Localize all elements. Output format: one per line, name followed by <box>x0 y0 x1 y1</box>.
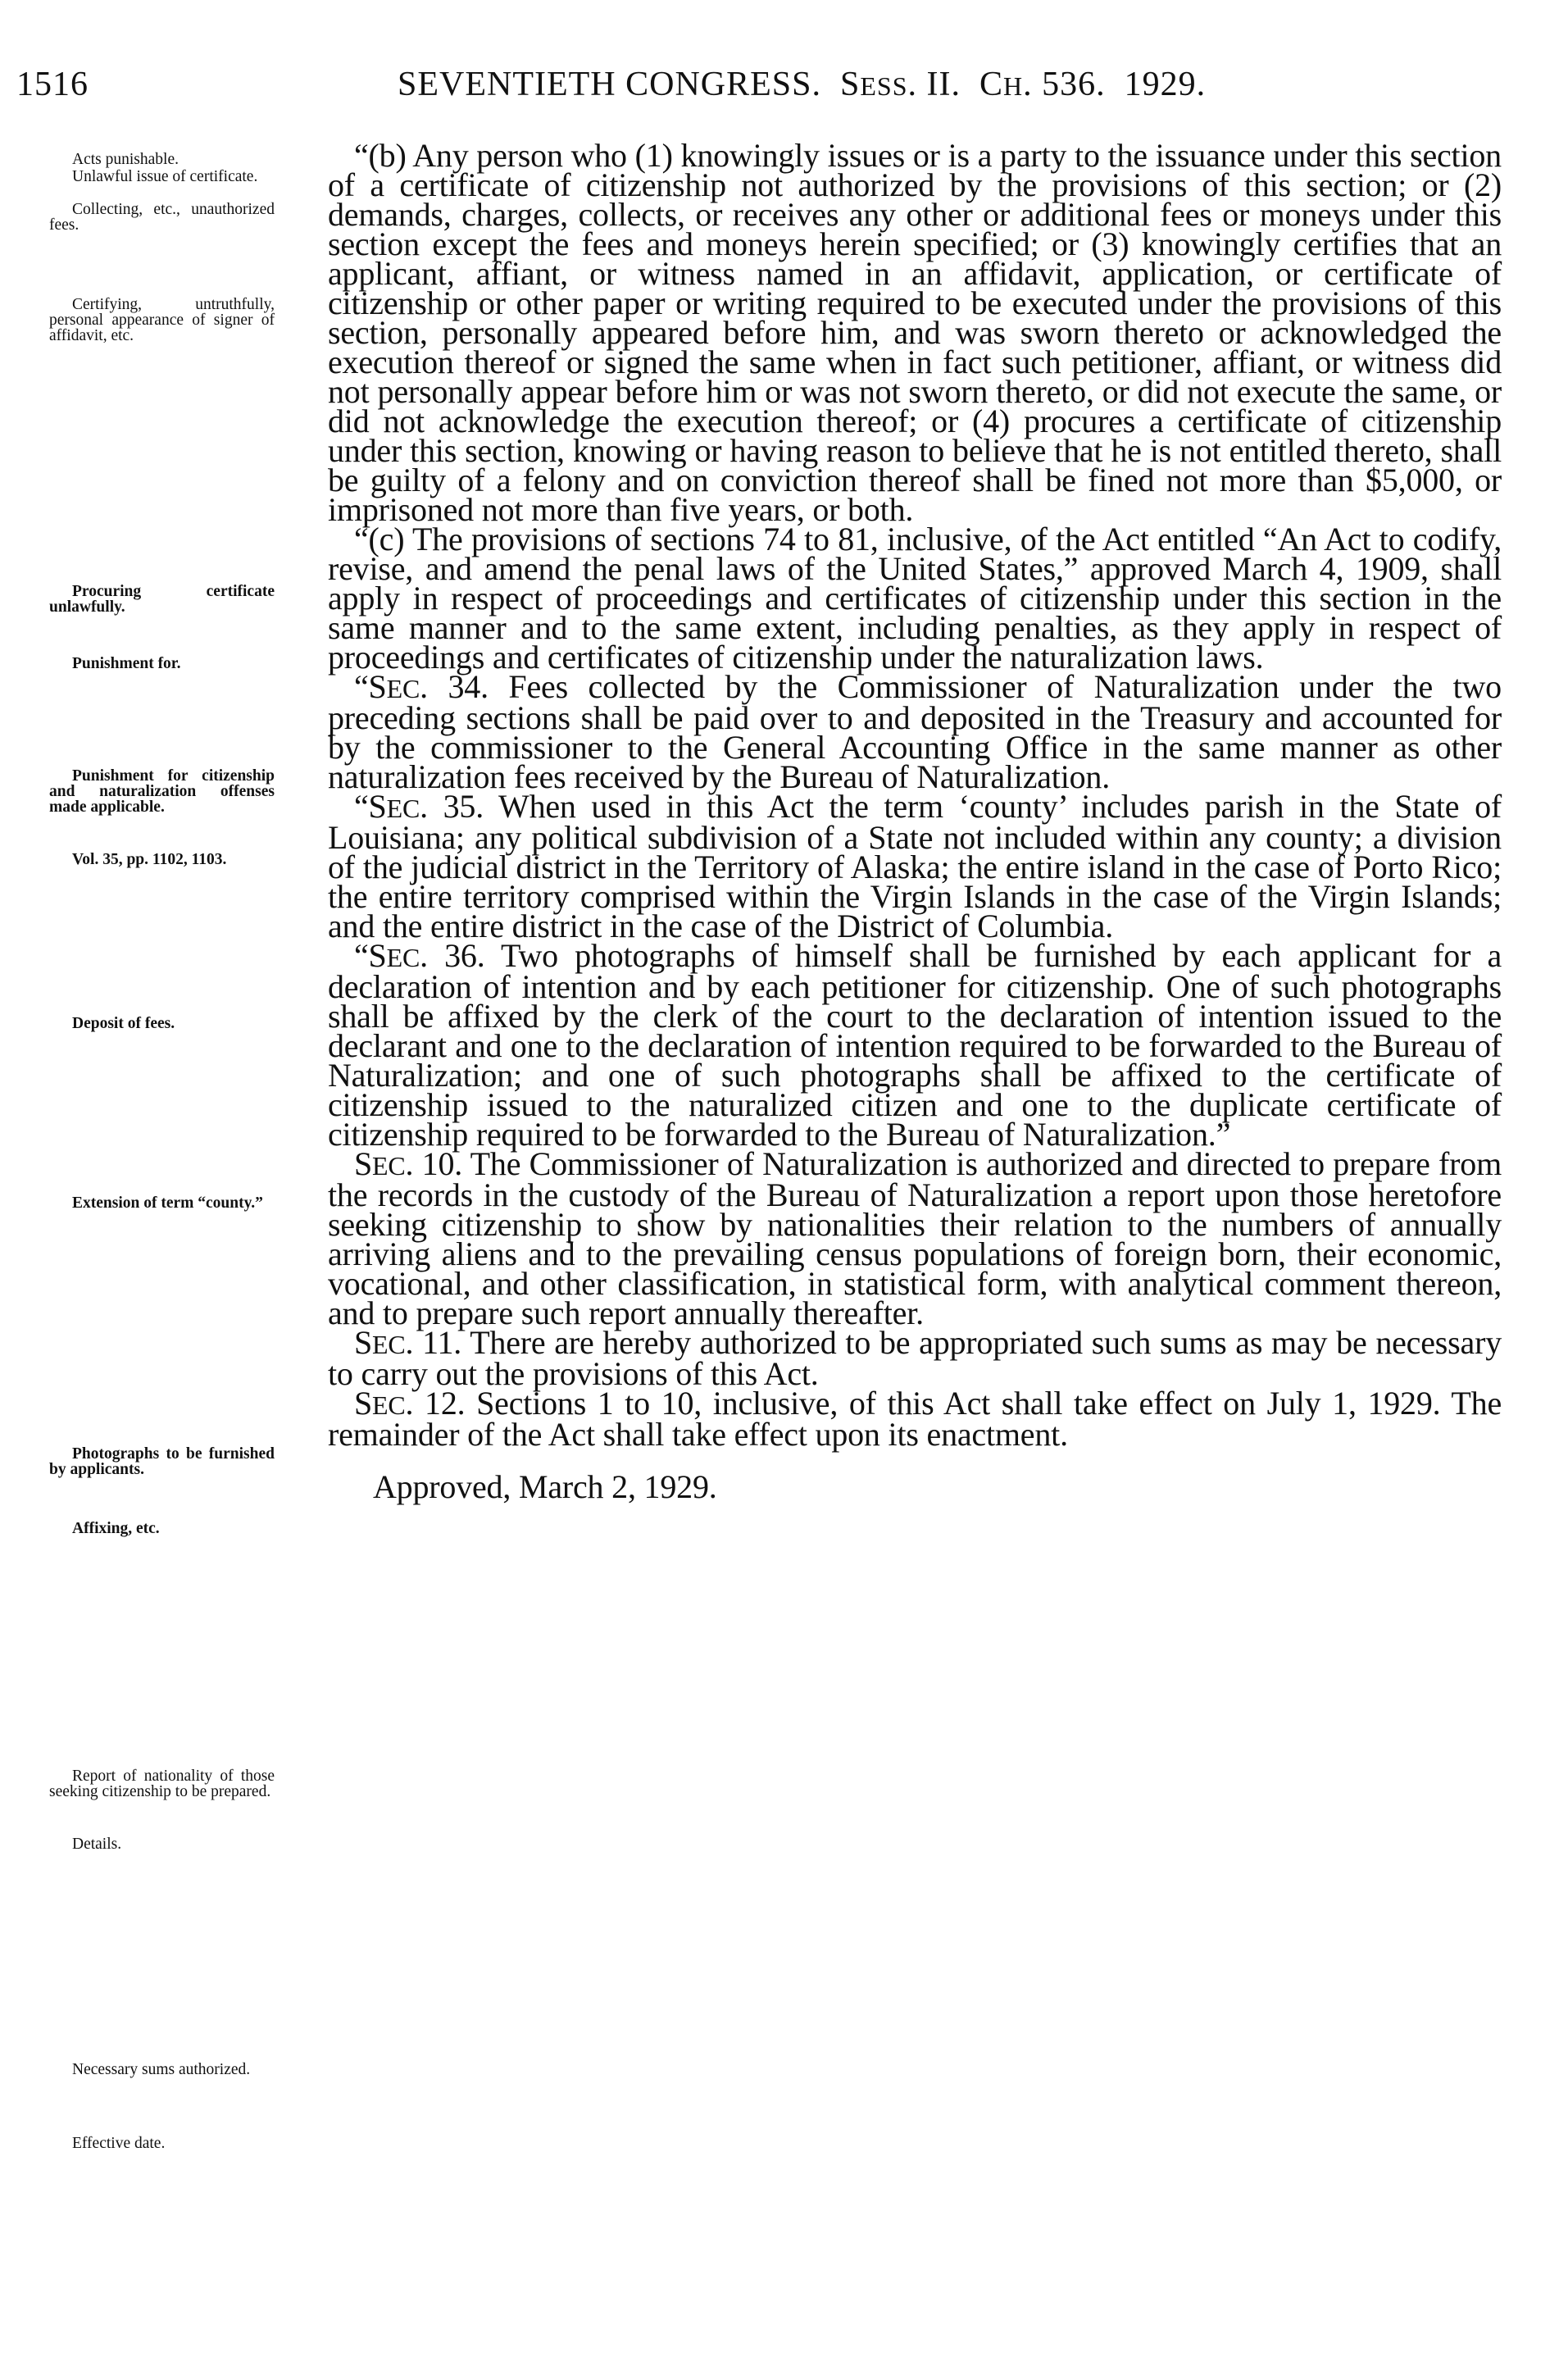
margin-note-deposit-of-fees: Deposit of fees. <box>72 1015 175 1032</box>
paragraph-c: “(c) The provisions of sections 74 to 81, inclusive, of the Act entitled “An Act to codify, revise, and amend the penal laws of the United States,” approved March 4, 1909, shall apply in respect of proceedings and certificates of citizenship under this section in the same manner and to the same extent, including penalties, as they apply in respect of proceedings and certificates of citizenship under the naturalization laws. <box>328 521 1502 676</box>
section-36: “SEC. 36. Two photographs of himself shall be furnished by each applicant for a declaration of intention and by each petitioner for citizenship. One of such photographs shall be affixed by the clerk of the court to the declaration of intention issued to the declarant and one to the declaration of intention required to be forwarded to the Bureau of Naturalization; and one of such photographs shall be affixed to the certificate of citizenship issued to the naturalized citizen and one to the duplicate certificate of citizenship required to be forwarded to the Bureau of Naturalization.” <box>328 937 1502 1153</box>
margin-note-vol-35: Vol. 35, pp. 1102, 1103. <box>72 851 227 868</box>
margin-note-procuring-certificate: Procuring certificate unlawfully. <box>49 583 275 616</box>
running-title <box>398 64 1206 107</box>
congress-title: SEVENTIETH CONGRESS. <box>398 66 822 103</box>
section-11: SEC. 11. There are hereby authorized to be appropriated such sums as may be necessary to carry out the provisions of this Act. <box>328 1324 1502 1392</box>
chapter-label: CH. 536. <box>979 66 1106 103</box>
header-year: 1929. <box>1124 66 1207 103</box>
statute-body <box>328 137 1502 1505</box>
page-number: 1516 <box>16 66 89 103</box>
margin-note-affixing: Affixing, etc. <box>72 1520 160 1537</box>
section-10: SEC. 10. The Commissioner of Naturalization is authorized and directed to prepare from the records in the custody of the Bureau of Naturalization a report upon those heretofore seeking citizenship to show by nationalities their relation to the numbers of annually arriving aliens and to the prevailing census populations of foreign born, their economic, vocational, and other classification, in statistical form, with analytical comment thereon, and to prepare such report annually thereafter. <box>328 1145 1502 1331</box>
approval-date: Approved, March 2, 1929. <box>373 1468 717 1505</box>
margin-note-punishment-for: Punishment for. <box>72 655 181 672</box>
margin-note-effective-date: Effective date. <box>72 2135 166 2152</box>
margin-note-report-nationality: Report of nationality of those seeking citizenship to be prepared. <box>49 1768 275 1800</box>
margin-note-extension-county: Extension of term “county.” <box>72 1194 263 1212</box>
section-35: “SEC. 35. When used in this Act the term ‘county’ includes parish in the State of Louisiana; any political subdivision of a State not included within any county; a division of the judicial district in the Territory of Alaska; the entire island in the case of Porto Rico; the entire territory comprised within the Virgin Islands in the case of the Virgin Islands; and the entire district in the case of the District of Columbia. <box>328 788 1502 944</box>
margin-note-necessary-sums: Necessary sums authorized. <box>72 2061 251 2078</box>
session-label: SESS. II. <box>840 66 961 103</box>
margin-note-punishment-offenses: Punishment for citizenship and naturalization offenses made applicable. <box>49 767 275 816</box>
section-12: SEC. 12. Sections 1 to 10, inclusive, of this Act shall take effect on July 1, 1929. The remainder of the Act shall take effect upon its enactment. <box>328 1385 1502 1453</box>
page-header <box>16 64 1508 105</box>
section-34: “SEC. 34. Fees collected by the Commissioner of Naturalization under the two preceding sections shall be paid over to and deposited in the Treasury and accounted for by the commissioner to the General Accounting Office in the same manner as other naturalization fees received by the Bureau of Naturalization. <box>328 668 1502 795</box>
margin-note-certifying-untruthfully: Certifying, untruthfully, personal appearance of signer of affidavit, etc. <box>49 296 275 344</box>
margin-note-unlawful-issue: Unlawful issue of certificate. <box>72 168 258 185</box>
paragraph-b: “(b) Any person who (1) knowingly issues or is a party to the issuance under this section of a certificate of citizenship not authorized by the provisions of this section; or (2) demands, charges, collects, or receives any other or additional fees or moneys under this section except the fees and moneys herein specified; or (3) knowingly certifies that an applicant, affiant, or witness named in an affidavit, application, or certificate of citizenship or other paper or writing required to be executed under the provisions of this section, personally appeared before him, and was sworn thereto or acknowledged the execution thereof or signed the same when in fact such petitioner, affiant, or witness did not personally appear before him or was not sworn thereto, or did not execute the same, or did not acknowledge the execution thereof; or (4) procures a certificate of citizenship under this section, knowing or having reason to believe that he is not entitled thereto, shall be guilty of a felony and on conviction thereof shall be fined not more than $5,000, or imprisoned not more than five years, or both. <box>328 137 1502 528</box>
margin-note-acts-punishable: Acts punishable. <box>72 151 179 168</box>
margin-note-details: Details. <box>72 1836 122 1853</box>
margin-note-photographs: Photographs to be furnished by applicants. <box>49 1445 275 1478</box>
margin-note-collecting-fees: Collecting, etc., unauthorized fees. <box>49 201 275 234</box>
